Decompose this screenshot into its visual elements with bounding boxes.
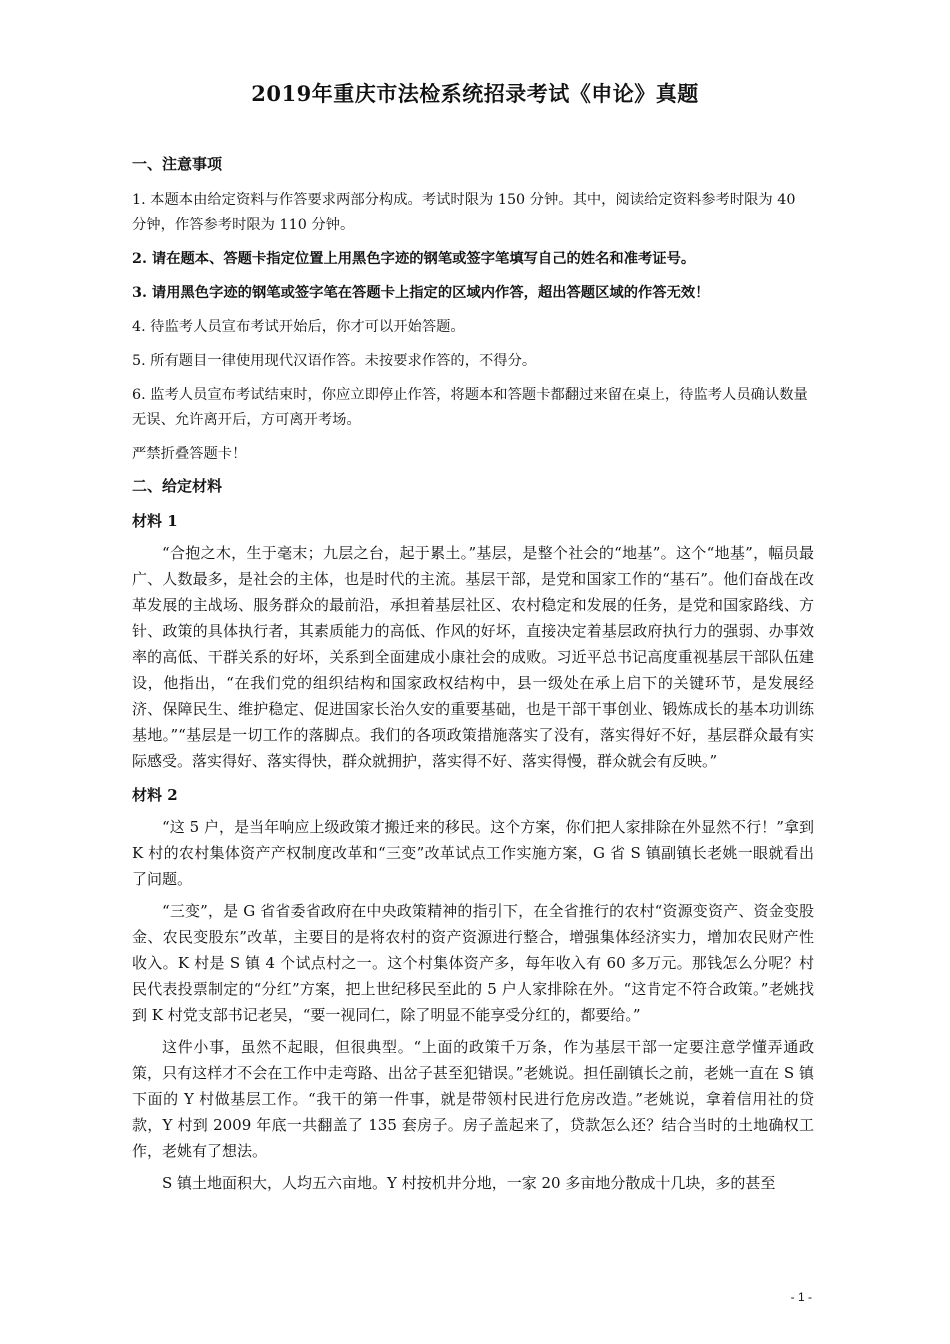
material-2-label: 材料 2: [132, 786, 178, 804]
note-warning: 严禁折叠答题卡！: [132, 446, 247, 462]
note-item: 2. 请在题本、答题卡指定位置上用黑色字迹的钢笔或签字笔填写自己的姓名和准考证号。: [132, 251, 696, 267]
section-heading-notes: 一、注意事项: [132, 155, 223, 173]
note-item: 5. 所有题目一律使用现代汉语作答。未按要求作答的，不得分。: [132, 353, 537, 369]
note-item: 6. 监考人员宣布考试结束时，你应立即停止作答，将题本和答题卡都翻过来留在桌上，待监考人员确认数量无误、允许离开后，方可离开考场。: [132, 387, 808, 428]
material-paragraph: 这件小事，虽然不起眼，但很典型。“上面的政策千万条，作为基层干部一定要注意学懂弄通政策，只有这样才不会在工作中走弯路、出岔子甚至犯错误。”老姚说。担任副镇长之前，老姚一直在 S 镇下面的 Y 村做基层工作。“我干的第一件事，就是带领村民进行危房改造。”老姚说，拿着信用社的贷款，Y 村到 2009 年底一共翻盖了 135 套房子。房子盖起来了，贷款怎么还？结合当时的土地确权工作，老姚有了想法。: [132, 1038, 814, 1160]
material-1-label: 材料 1: [132, 512, 178, 530]
material-paragraph: S 镇土地面积大，人均五六亩地。Y 村按机井分地，一家 20 多亩地分散成十几块，多的甚至: [162, 1174, 776, 1192]
section-heading-materials: 二、给定材料: [132, 477, 223, 495]
material-paragraph: “这 5 户，是当年响应上级政策才搬迁来的移民。这个方案，你们把人家排除在外显然不行！”拿到 K 村的农村集体资产产权制度改革和“三变”改革试点工作实施方案，G 省 S 镇副镇长老姚一眼就看出了问题。: [132, 818, 814, 888]
note-item: 1. 本题本由给定资料与作答要求两部分构成。考试时限为 150 分钟。其中，阅读给定资料参考时限为 40 分钟，作答参考时限为 110 分钟。: [132, 192, 796, 233]
note-item: 3. 请用黑色字迹的钢笔或签字笔在答题卡上指定的区域内作答，超出答题区域的作答无效！: [132, 285, 710, 301]
material-paragraph: “三变”，是 G 省省委省政府在中央政策精神的指引下，在全省推行的农村“资源变资产、资金变股金、农民变股东”改革，主要目的是将农村的资产资源进行整合，增强集体经济实力，增加农民财产性收入。K 村是 S 镇 4 个试点村之一。这个村集体资产多，每年收入有 60 多万元。那钱怎么分呢？村民代表投票制定的“分红”方案，把上世纪移民至此的 5 户人家排除在外。“这肯定不符合政策。”老姚找到 K 村党支部书记老吴，“要一视同仁，除了明显不能享受分红的，都要给。”: [132, 902, 814, 1024]
note-item: 4. 待监考人员宣布考试开始后，你才可以开始答题。: [132, 319, 465, 335]
document-title: 2019年重庆市法检系统招录考试《申论》真题: [251, 81, 699, 106]
document-body: [132, 154, 814, 1202]
page-number: - 1 -: [790, 1290, 812, 1304]
material-paragraph: “合抱之木，生于毫末；九层之台，起于累土。”基层，是整个社会的“地基”。这个“地基”，幅员最广、人数最多，是社会的主体，也是时代的主流。基层干部，是党和国家工作的“基石”。他们奋战在改革发展的主战场、服务群众的最前沿，承担着基层社区、农村稳定和发展的任务，是党和国家路线、方针、政策的具体执行者，其素质能力的高低、作风的好坏，直接决定着基层政府执行力的强弱、办事效率的高低、干群关系的好坏，关系到全面建成小康社会的成败。习近平总书记高度重视基层干部队伍建设，他指出，“在我们党的组织结构和国家政权结构中，县一级处在承上启下的关键环节，是发展经济、保障民生、维护稳定、促进国家长治久安的重要基础，也是干部干事创业、锻炼成长的基本功训练基地。”“基层是一切工作的落脚点。我们的各项政策措施落实了没有，落实得好不好，基层群众最有实际感受。落实得好、落实得快，群众就拥护，落实得不好、落实得慢，群众就会有反映。”: [132, 544, 814, 770]
